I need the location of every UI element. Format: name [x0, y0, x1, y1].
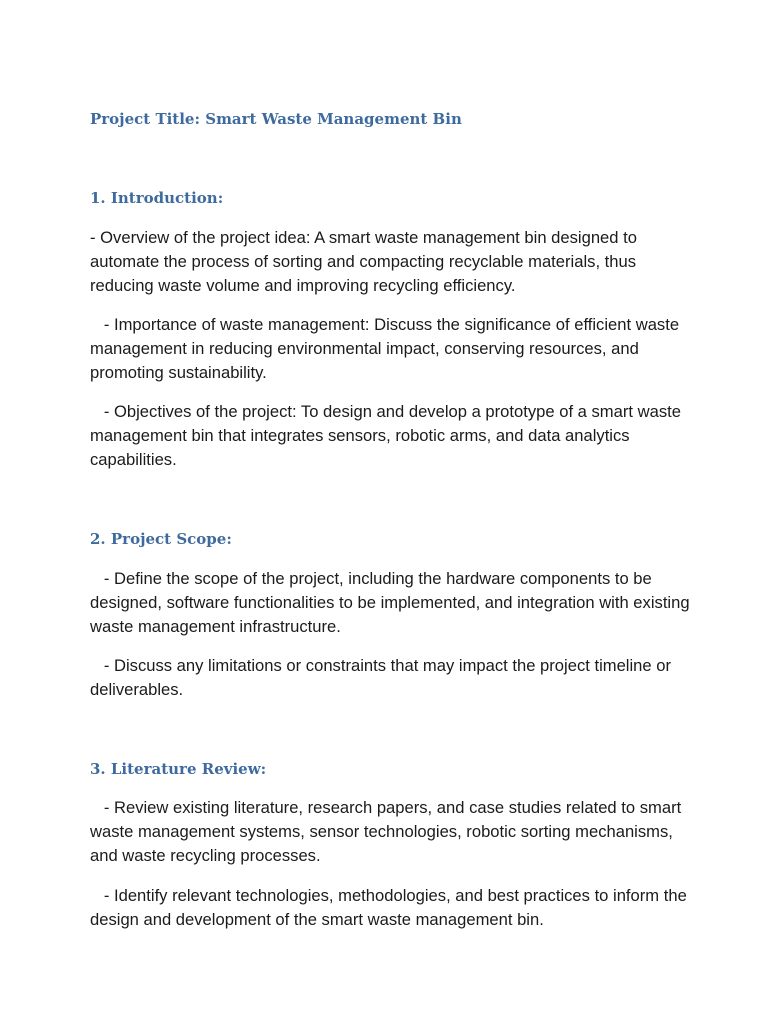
paragraph: - Importance of waste management: Discuss the significance of efficient waste management in reducing environmental impact, conserving resources, and promoting sustainability. — [90, 315, 684, 382]
paragraph: - Overview of the project idea: A smart waste management bin designed to automate the process of sorting and compacting recyclable materials, thus reducing waste volume and improving recycling efficiency. — [90, 228, 642, 295]
section-heading: 2. Project Scope: — [90, 530, 232, 548]
paragraph: - Review existing literature, research papers, and case studies related to smart waste management systems, sensor technologies, robotic sorting mechanisms, and waste recycling processes. — [90, 798, 686, 865]
document-title: Project Title: Smart Waste Management Bin — [90, 110, 462, 128]
section-heading: 1. Introduction: — [90, 189, 224, 207]
paragraph: - Objectives of the project: To design and develop a prototype of a smart waste management bin that integrates sensors, robotic arms, and data analytics capabilities. — [90, 402, 686, 469]
section-heading: 3. Literature Review: — [90, 760, 267, 778]
paragraph: - Identify relevant technologies, methodologies, and best practices to inform the design and development of the smart waste management bin. — [90, 886, 692, 929]
paragraph: - Define the scope of the project, including the hardware components to be designed, software functionalities to be implemented, and integration with existing waste management infrastructure. — [90, 569, 695, 636]
paragraph: - Discuss any limitations or constraints that may impact the project timeline or deliverables. — [90, 656, 676, 699]
